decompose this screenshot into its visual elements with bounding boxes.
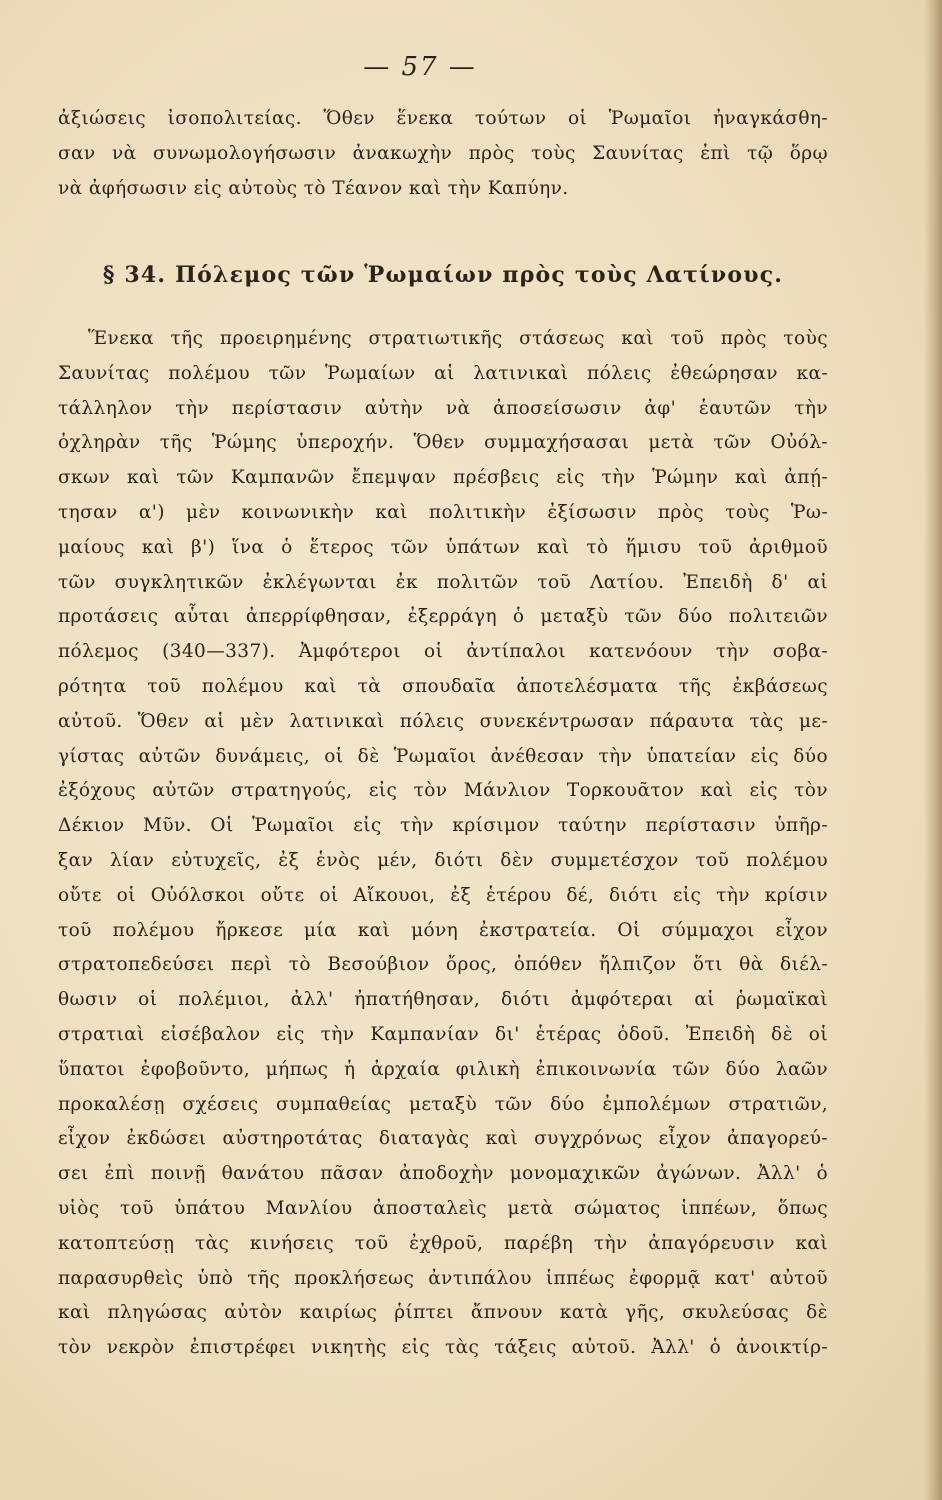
text-line: Ἕνεκα τῆς προειρημένης στρατιωτικῆς στάσεως καὶ τοῦ πρὸς τοὺς	[88, 328, 828, 349]
text-line: εἶχον ἐκδώσει αὐστηροτάτας διαταγὰς καὶ συγχρόνως εἶχον ἀπαγορεύ-	[58, 1128, 828, 1150]
text-line: γίστας αὐτῶν δυνάμεις, οἱ δὲ Ῥωμαῖοι ἀνέθεσαν τὴν ὑπατείαν εἰς δύο	[58, 745, 828, 767]
text-line: προτάσεις αὗται ἀπερρίφθησαν, ἐξερράγη ὁ μεταξὺ τῶν δύο πολιτειῶν	[58, 606, 828, 628]
page-edge-shadow	[924, 0, 942, 1500]
text-line: υἱὸς τοῦ ὑπάτου Μανλίου ἀποσταλεὶς μετὰ σώματος ἱππέων, ὅπως	[58, 1197, 828, 1219]
text-line: νὰ ἀφήσωσιν εἰς αὐτοὺς τὸ Τέανον καὶ τὴν Καπύην.	[58, 177, 569, 199]
text-line: τῶν συγκλητικῶν ἐκλέγωνται ἐκ πολιτῶν τοῦ Λατίου. Ἐπειδὴ δ' αἱ	[58, 571, 828, 593]
text-line: σει ἐπὶ ποινῇ θανάτου πᾶσαν ἀποδοχὴν μονομαχικῶν ἀγώνων. Ἀλλ' ὁ	[58, 1163, 828, 1185]
text-line: στρατοπεδεύσει περὶ τὸ Βεσούβιον ὄρος, ὁπόθεν ἤλπιζον ὅτι θὰ διέλ-	[58, 954, 828, 976]
text-line: ρότητα τοῦ πολέμου καὶ τὰ σπουδαῖα ἀποτελέσματα τῆς ἐκβάσεως	[58, 675, 828, 697]
text-line: σκων καὶ τῶν Καμπανῶν ἔπεμψαν πρέσβεις εἰς τὴν Ῥώμην καὶ ἀπῄ-	[58, 467, 828, 489]
text-line: στρατιαὶ εἰσέβαλον εἰς τὴν Καμπανίαν δι' ἑτέρας ὁδοῦ. Ἐπειδὴ δὲ οἱ	[58, 1023, 828, 1045]
section-heading: § 34. Πόλεμος τῶν Ῥωμαίων πρὸς τοὺς Λατίνους.	[102, 262, 784, 288]
text-line: τησαν α') μὲν κοινωνικὴν καὶ πολιτικὴν ἐξίσωσιν πρὸς τοὺς Ῥω-	[58, 501, 828, 523]
text-line: ἀξιώσεις ἰσοπολιτείας. Ὅθεν ἕνεκα τούτων οἱ Ῥωμαῖοι ἠναγκάσθη-	[58, 108, 828, 129]
intro-paragraph	[58, 102, 828, 206]
text-line: προκαλέσῃ σχέσεις συμπαθείας μεταξὺ τῶν δύο ἐμπολέμων στρατιῶν,	[58, 1093, 828, 1115]
text-line: πόλεμος (340—337). Ἀμφότεροι οἱ ἀντίπαλοι κατενόουν τὴν σοβα-	[58, 641, 828, 663]
text-line: τὸν νεκρὸν ἐπιστρέφει νικητὴς εἰς τὰς τάξεις αὐτοῦ. Ἀλλ' ὁ ἀνοικτίρ-	[58, 1337, 828, 1359]
text-line: κατοπτεύσῃ τὰς κινήσεις τοῦ ἐχθροῦ, παρέβη τὴν ἀπαγόρευσιν καὶ	[58, 1232, 828, 1254]
text-line: καὶ πληγώσας αὐτὸν καιρίως ῥίπτει ἄπνουν κατὰ γῆς, σκυλεύσας δὲ	[58, 1302, 828, 1324]
text-line: τοῦ πολέμου ἤρκεσε μία καὶ μόνη ἐκστρατεία. Οἱ σύμμαχοι εἶχον	[58, 919, 828, 941]
text-line: τάλληλον τὴν περίστασιν αὐτὴν νὰ ἀποσείσωσιν ἀφ' ἑαυτῶν τὴν	[58, 397, 828, 419]
text-line: αὐτοῦ. Ὅθεν αἱ μὲν λατινικαὶ πόλεις συνεκέντρωσαν πάραυτα τὰς με-	[58, 710, 828, 732]
text-line: ὕπατοι ἐφοβοῦντο, μήπως ἡ ἀρχαία φιλικὴ ἐπικοινωνία τῶν δύο λαῶν	[58, 1058, 828, 1080]
text-line: θωσιν οἱ πολέμιοι, ἀλλ' ἠπατήθησαν, διότι ἀμφότεραι αἱ ῥωμαϊκαὶ	[58, 989, 828, 1011]
section-paragraph	[58, 322, 828, 1366]
page-number: — 57 —	[363, 52, 477, 82]
text-line: παρασυρθεὶς ὑπὸ τῆς προκλήσεως ἀντιπάλου ἱππέως ἐφορμᾷ κατ' αὐτοῦ	[58, 1267, 828, 1289]
text-line: μαίους καὶ β') ἵνα ὁ ἕτερος τῶν ὑπάτων καὶ τὸ ἥμισυ τοῦ ἀριθμοῦ	[58, 536, 828, 558]
text-line: σαν νὰ συνωμολογήσωσιν ἀνακωχὴν πρὸς τοὺς Σαυνίτας ἐπὶ τῷ ὅρῳ	[58, 142, 828, 164]
text-line: ξαν λίαν εὐτυχεῖς, ἐξ ἑνὸς μέν, διότι δὲν συμμετέσχον τοῦ πολέμου	[58, 849, 828, 871]
text-line: ὀχληρὰν τῆς Ῥώμης ὑπεροχήν. Ὅθεν συμμαχήσασαι μετὰ τῶν Οὐόλ-	[58, 432, 828, 454]
text-line: ἐξόχους αὐτῶν στρατηγούς, εἰς τὸν Μάνλιον Τορκουᾶτον καὶ εἰς τὸν	[58, 780, 828, 802]
text-line: Σαυνίτας πολέμου τῶν Ῥωμαίων αἱ λατινικαὶ πόλεις ἐθεώρησαν κα-	[58, 362, 828, 384]
text-line: Δέκιον Μῦν. Οἱ Ῥωμαῖοι εἰς τὴν κρίσιμον ταύτην περίστασιν ὑπῆρ-	[58, 815, 828, 837]
text-line: οὔτε οἱ Οὐόλσκοι οὔτε οἱ Αἴκουοι, ἐξ ἑτέρου δέ, διότι εἰς τὴν κρίσιν	[58, 884, 828, 906]
